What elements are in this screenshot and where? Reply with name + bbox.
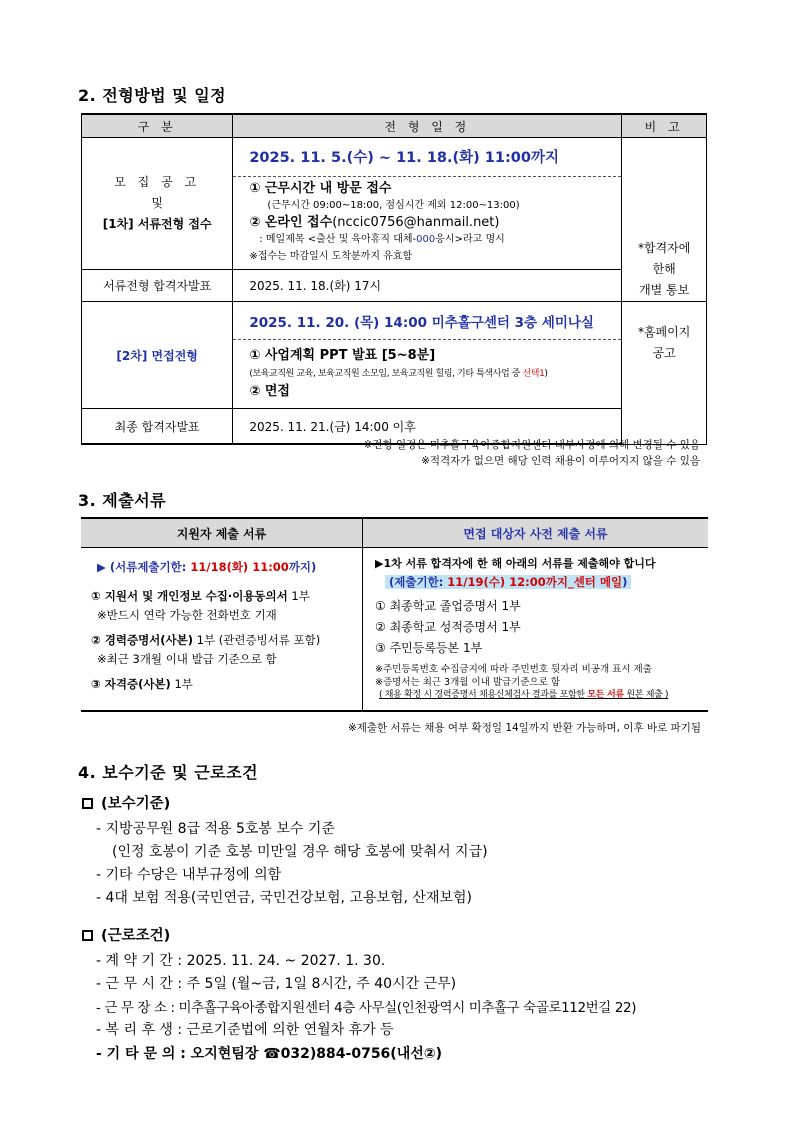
row4-label: 최종 합격자발표 (82, 409, 233, 445)
pay-item: - 기타 수당은 내부규정에 의함 (96, 867, 282, 883)
row2-label: 서류전형 합격자발표 (82, 269, 233, 301)
section-2-title: 2. 전형방법 및 일정 (78, 86, 227, 105)
table-row (82, 269, 707, 301)
work-heading: (근로조건) (82, 924, 170, 945)
header-remark: 비 고 (622, 114, 707, 138)
table-row (82, 138, 707, 177)
table-row (81, 548, 708, 712)
documents-note: ※제출한 서류는 채용 여부 확정일 14일까지 반환 가능하며, 이후 바로 파기됨 (347, 722, 701, 734)
work-item-contact: - 기 타 문 의 : 오지현팀장 ☎032)884-0756(내선②) (96, 1046, 443, 1062)
interview-docs-cell: ▶1차 서류 합격자에 한 해 아래의 서류를 제출해야 합니다 (제출기한: 11/19(수) 12:00까지_센터 메일) ① 최종학교 졸업증명서 1부 ② 최종학교 성적증명서 1부 ③ 주민등록등본 1부 ※주민등록번호 수집금지에 따라 주민번호 뒷자리 비공개 표시 제출 ※증명서는 최근 3개월 이내 발급기준으로 함 ( 채용 확정 시 경력증명서 채용신체검사 결과를 포함한 모든 서류 원본 제출 ) (363, 548, 709, 712)
header-applicant-docs: 지원자 제출 서류 (81, 518, 363, 548)
work-item: - 근 무 시 간 : 주 5일 (월~금, 1일 8시간, 주 40시간 근무) (96, 976, 457, 992)
work-item: - 계 약 기 간 : 2025. 11. 24. ~ 2027. 1. 30. (96, 953, 386, 969)
row1-date: 2025. 11. 5.(수) ~ 11. 18.(화) 11:00까지 (233, 138, 622, 177)
row2-date: 2025. 11. 18.(화) 17시 (233, 269, 622, 301)
pay-item: - 지방공무원 8급 적용 5호봉 보수 기준 (96, 821, 335, 837)
documents-table (81, 517, 708, 712)
work-item: - 복 리 후 생 : 근로기준법에 의한 연월차 휴가 등 (96, 1022, 394, 1038)
row3-date: 2025. 11. 20. (목) 14:00 미추홀구센터 3층 세미나실 (233, 302, 622, 340)
remark-cell-1: *합격자에 한해 개별 통보 (622, 138, 707, 302)
row1-details: ① 근무시간 내 방문 접수 (근무시간 09:00~18:00, 점심시간 제외 12:00~13:00) ② 온라인 접수(nccic0756@hanmail.net) : 메일제목 <출산 및 육아휴직 대체-000응시>라고 명시 ※접수는 마감일시 도착분까지 유효함 (233, 176, 622, 269)
section-4-title: 4. 보수기준 및 근로조건 (78, 763, 259, 782)
header-interview-docs: 면접 대상자 사전 제출 서류 (363, 518, 709, 548)
row3-label: [2차] 면접전형 (82, 302, 233, 409)
pay-item: - 4대 보험 적용(국민연금, 국민건강보험, 고용보험, 산재보험) (96, 890, 472, 906)
row1-label: 모 집 공 고 및 [1차] 서류전형 접수 (82, 138, 233, 270)
row3-details: ① 사업계획 PPT 발표 [5~8분] (보육교직원 교육, 보육교직원 소모임, 보육교직원 힐링, 기타 특색사업 중 선택1) ② 면접 (233, 340, 622, 409)
row4-date: 2025. 11. 21.(금) 14:00 이후 (233, 409, 622, 445)
table-header-row (82, 114, 707, 138)
table-header-row (81, 518, 708, 548)
schedule-notes: ※전형 일정은 미추홀구육아종합지원센터 내부사정에 의해 변경될 수 있음 ※적격자가 없으면 해당 인력 채용이 이루어지지 않을 수 있음 (363, 439, 700, 467)
remark-cell-2: *홈페이지 공고 (622, 302, 707, 445)
header-schedule: 전 형 일 정 (233, 114, 622, 138)
applicant-docs-cell: ▶ (서류제출기한: 11/18(화) 11:00까지) ① 지원서 및 개인정보 수집·이용동의서 1부 ※반드시 연락 가능한 전화번호 기재 ② 경력증명서(사본) 1부 (관련증빙서류 포함) ※최근 3개월 이내 발급 기준으로 함 ③ 자격증(사본) 1부 (81, 548, 363, 712)
work-item: - 근 무 장 소 : 미추홀구육아종합지원센터 4층 사무실(인천광역시 미추홀구 숙골로112번길 22) (96, 1000, 637, 1016)
pay-heading: (보수기준) (82, 792, 170, 813)
pay-item: (인정 호봉이 기준 호봉 미만일 경우 해당 호봉에 맞춰서 지급) (112, 844, 488, 860)
section-3-title: 3. 제출서류 (78, 491, 167, 510)
table-row (82, 302, 707, 340)
header-category: 구 분 (82, 114, 233, 138)
schedule-table (81, 113, 707, 445)
checkbox-square-icon (82, 798, 93, 809)
checkbox-square-icon (82, 930, 93, 941)
